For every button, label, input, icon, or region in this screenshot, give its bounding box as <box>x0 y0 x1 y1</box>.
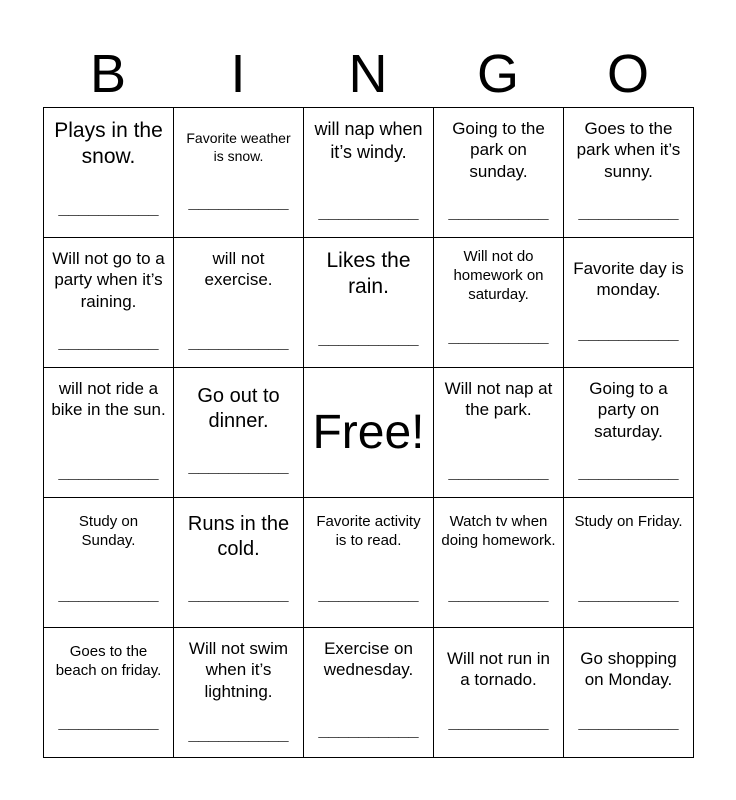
blank-line: __________ <box>318 202 419 220</box>
header-letter-o: O <box>606 44 649 104</box>
bingo-cell[interactable] <box>173 237 304 368</box>
blank-line: __________ <box>58 712 159 730</box>
blank-line: __________ <box>448 712 549 730</box>
blank-line: __________ <box>448 584 549 602</box>
blank-line: __________ <box>188 192 289 210</box>
cell-text: Study on Friday. <box>574 513 683 530</box>
cell-text: Favorite weather is snow. <box>186 130 291 164</box>
blank-line: __________ <box>578 712 679 730</box>
cell-text: Goes to the beach on friday. <box>55 643 162 679</box>
header-letter-g: G <box>476 44 519 104</box>
cell-text: Will not do homework on saturday. <box>453 248 544 303</box>
header-letter-b: B <box>89 44 127 104</box>
bingo-cell[interactable] <box>43 237 174 368</box>
bingo-cell[interactable] <box>563 627 694 758</box>
blank-line: __________ <box>318 584 419 602</box>
cell-text: Going to the park on sunday. <box>452 119 545 181</box>
free-text: Free! <box>312 405 425 459</box>
blank-line: __________ <box>58 332 159 350</box>
bingo-cell[interactable] <box>433 367 564 498</box>
bingo-cell[interactable] <box>563 367 694 498</box>
bingo-cell[interactable] <box>563 497 694 628</box>
bingo-cell[interactable] <box>563 237 694 368</box>
bingo-cell[interactable] <box>433 497 564 628</box>
cell-text: Go out to dinner. <box>197 385 280 432</box>
cell-text: Watch tv when doing homework. <box>441 513 556 549</box>
blank-line: __________ <box>578 323 679 341</box>
cell-text: Likes the rain. <box>326 249 411 299</box>
bingo-grid <box>43 107 693 757</box>
cell-text: Will not run in a tornado. <box>447 649 550 690</box>
header-letter-i: I <box>230 44 246 104</box>
blank-line: __________ <box>448 202 549 220</box>
cell-text: Favorite activity is to read. <box>316 513 421 549</box>
bingo-cell[interactable] <box>173 107 304 238</box>
header-letter-n: N <box>348 44 388 104</box>
cell-text: Go shopping on Monday. <box>580 649 677 690</box>
blank-line: __________ <box>188 724 289 742</box>
cell-text: will nap when it’s windy. <box>314 119 423 162</box>
blank-line: __________ <box>318 328 419 346</box>
cell-text: Will not swim when it’s lightning. <box>188 639 289 701</box>
blank-line: __________ <box>578 202 679 220</box>
cell-text: will not exercise. <box>204 249 273 290</box>
bingo-cell[interactable] <box>43 627 174 758</box>
blank-line: __________ <box>58 584 159 602</box>
bingo-cell[interactable] <box>563 107 694 238</box>
cell-text: Will not go to a party when it’s raining. <box>52 249 165 311</box>
bingo-cell[interactable] <box>43 107 174 238</box>
blank-line: __________ <box>448 462 549 480</box>
bingo-cell[interactable] <box>43 367 174 498</box>
blank-line: __________ <box>578 462 679 480</box>
blank-line: __________ <box>318 720 419 738</box>
bingo-cell[interactable] <box>173 367 304 498</box>
bingo-cell[interactable] <box>173 627 304 758</box>
bingo-cell[interactable] <box>43 497 174 628</box>
cell-text: will not ride a bike in the sun. <box>51 379 166 420</box>
blank-line: __________ <box>58 462 159 480</box>
bingo-cell[interactable] <box>433 627 564 758</box>
cell-text: Goes to the park when it’s sunny. <box>576 119 681 181</box>
bingo-cell[interactable] <box>303 627 434 758</box>
cell-text: Favorite day is monday. <box>573 259 684 300</box>
bingo-cell[interactable] <box>303 237 434 368</box>
blank-line: __________ <box>188 584 289 602</box>
cell-text: Runs in the cold. <box>187 513 290 560</box>
cell-text: Plays in the snow. <box>54 119 163 169</box>
cell-text: Will not nap at the park. <box>444 379 553 420</box>
free-cell[interactable] <box>303 367 434 498</box>
blank-line: __________ <box>58 198 159 216</box>
cell-text: Study on Sunday. <box>78 513 139 549</box>
blank-line: __________ <box>448 326 549 344</box>
blank-line: __________ <box>578 584 679 602</box>
bingo-cell[interactable] <box>173 497 304 628</box>
bingo-cell[interactable] <box>303 107 434 238</box>
bingo-header <box>43 40 693 108</box>
bingo-cell[interactable] <box>433 237 564 368</box>
bingo-cell[interactable] <box>303 497 434 628</box>
blank-line: __________ <box>188 456 289 474</box>
cell-text: Going to a party on saturday. <box>589 379 668 441</box>
bingo-cell[interactable] <box>433 107 564 238</box>
blank-line: __________ <box>188 332 289 350</box>
cell-text: Exercise on wednesday. <box>323 639 414 680</box>
